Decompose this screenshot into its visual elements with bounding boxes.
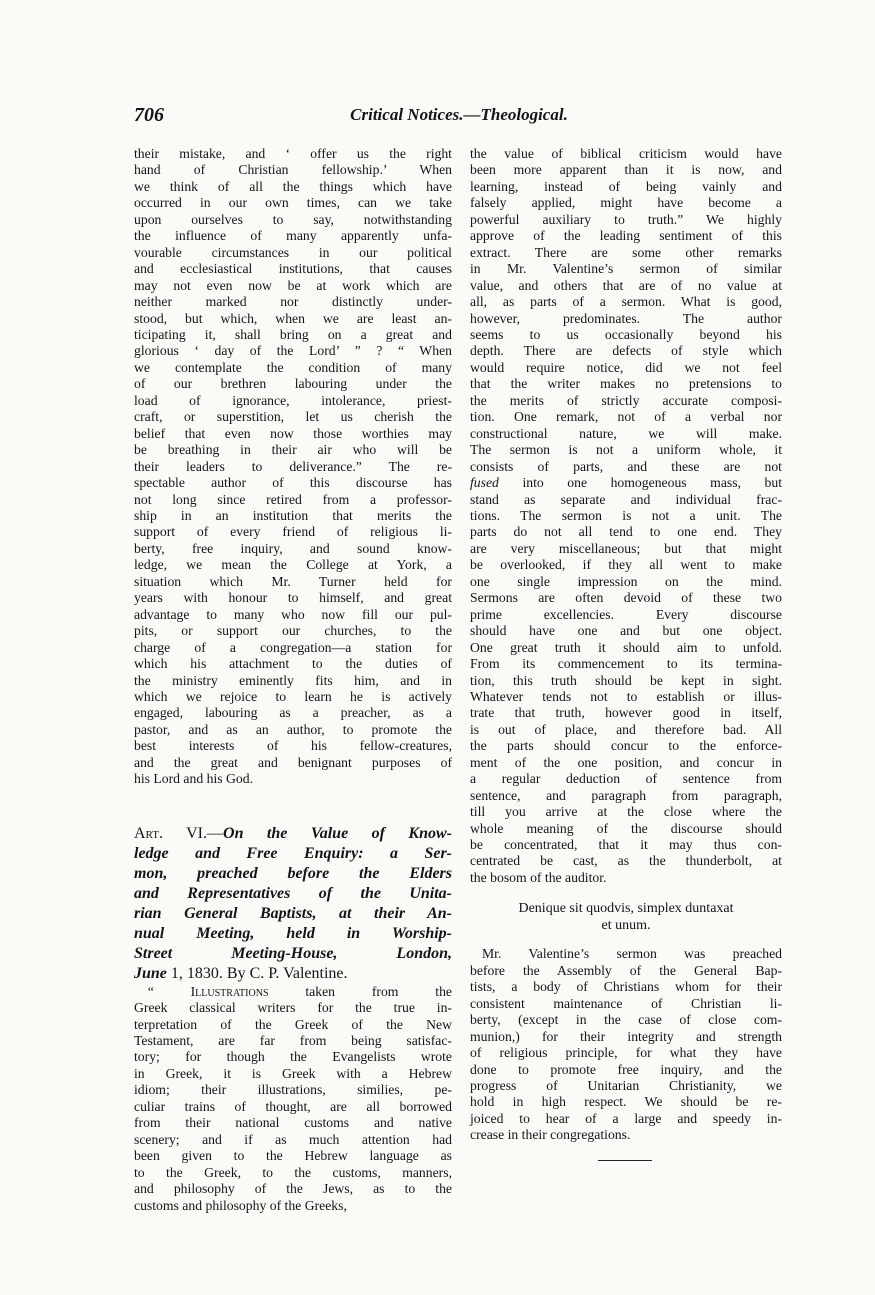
body-text-line: tion. One remark, not of a verbal nor [470,409,782,425]
body-text-line: occurred in our own times, can we take [134,195,452,211]
body-text-line: ticipating it, shall bring on a great and [134,326,452,342]
article-body-line: culiar trains of thought, are all borrowed [134,1098,452,1114]
body-text-line: the ministry eminently fits him, and in [134,672,452,688]
body-text-line: years with honour to himself, and great [134,590,452,606]
body-text-line: falsely applied, might have become a [470,195,782,211]
body-text-line: neither marked nor distinctly under- [134,294,452,310]
article-title-line: ledge and Free Enquiry: a Ser- [134,844,452,862]
body-text-line: of our brethren labouring under the [134,376,452,392]
body-text-line: glorious ‘ day of the Lord’ ” ? “ When [134,343,452,359]
body-text-line: we contemplate the condition of many [134,359,452,375]
body-text-line: charge of a congregation—a station for [134,639,452,655]
body-text-line: of religious principle, for what they have [470,1045,782,1061]
article-label: Art. VI.— [134,824,224,842]
left-paragraph [134,146,452,788]
article-body-line: and philosophy of the Jews, as to the [134,1181,452,1197]
drop-word: Illustrations [190,983,269,999]
body-text-line: we think of all the things which have [134,178,452,194]
body-text-line: value, and others that are of no value at [470,277,782,293]
right-paragraph [470,146,782,886]
latin-line: Denique sit quodvis, simplex duntaxat [518,901,734,917]
body-text-line: the bosom of the auditor. [470,869,607,885]
article-body-line: in Greek, it is Greek with a Hebrew [134,1065,452,1081]
body-text-line: till you arrive at the close where the [470,804,782,820]
article-body-line: “ Illustrations taken from the [147,983,452,999]
article-body-line: Testament, are far from being satisfac- [134,1033,452,1049]
body-text-line: belief that even now those worthies may [134,425,452,441]
body-text-line: ship in an institution that merits the [134,507,452,523]
body-text-line: ledge, we mean the College at York, a [134,557,452,573]
article-heading [134,824,452,984]
body-text-line: The sermon is not a uniform whole, it [470,442,782,458]
body-text-line: a regular deduction of sentence from [470,771,782,787]
body-text-line: fused into one homogeneous mass, but [470,475,782,491]
right-column [470,146,782,1144]
body-text-line: and the great and benignant purposes of [134,754,452,770]
body-text-line: are very miscellaneous; but that might [470,540,782,556]
body-text-line: that the writer makes no pretensions to [470,376,782,392]
body-text-line: trate that truth, however good in itself, [470,705,782,721]
body-text-line: not long since retired from a professor- [134,491,452,507]
body-text-line: their leaders to deliverance.” The re- [134,458,452,474]
body-text-line: craft, or superstition, let us cherish the [134,409,452,425]
body-text-line: pastor, and as an author, to promote the [134,721,452,737]
body-text-line: consists of parts, and these are not [470,458,782,474]
article-body-line: scenery; and if as much attention had [134,1131,452,1147]
running-title: Critical Notices.—Theological. [350,105,568,124]
body-text-line: be breathing in their air who will be [134,442,452,458]
body-text-line: been more apparent than it is now, and [470,162,782,178]
body-text-line: in Mr. Valentine’s sermon of similar [470,261,782,277]
body-text-line: From its commencement to its termina- [470,656,782,672]
body-text-line: situation which Mr. Turner held for [134,573,452,589]
body-text-line: one single impression on the mind. [470,573,782,589]
body-text-line: tists, a body of Christians whom for their [470,979,782,995]
article-title-line: Art. VI.—On the Value of Know- [134,824,453,842]
body-text-line: extract. There are some other remarks [470,244,782,260]
article-body-line: from their national customs and native [134,1115,452,1131]
body-text-line: hold in high respect. We should be re- [470,1094,782,1110]
body-text-line: berty, free inquiry, and sound know- [134,540,452,556]
article-title-line: Street Meeting-House, London, [134,944,452,962]
section-divider [598,1160,652,1161]
body-text-line: which we rejoice to learn he is actively [134,688,452,704]
body-text-line: best interests of his fellow-creatures, [134,738,452,754]
body-text-line: One great truth it should aim to unfold. [470,639,782,655]
body-text-line: constructional nature, we will make. [470,425,782,441]
body-text-line: sentence, and paragraph from paragraph, [470,787,782,803]
body-text-line: done to promote free inquiry, and the [470,1061,782,1077]
body-text-line: crease in their congregations. [470,1127,631,1143]
article-body-line: terpretation of the Greek of the New [134,1016,452,1032]
article-body [134,984,452,1214]
body-text-line: hand of Christian fellowship.’ When [134,162,452,178]
body-text-line: whole meaning of the discourse should [470,820,782,836]
body-text-line: vourable circumstances in our political [134,244,452,260]
article-title-line: and Representatives of the Unita- [134,884,452,902]
latin-quotation [470,900,782,934]
body-text-line: all, as parts of a sermon. What is good, [470,294,782,310]
body-text-line: advantage to many who now fill our pul- [134,606,452,622]
body-text-line: load of ignorance, intolerance, priest- [134,392,452,408]
body-text-line: be overlooked, if they all went to make [470,557,782,573]
article-body-line: Greek classical writers for the true in- [134,1000,452,1016]
body-text-line: before the Assembly of the General Bap- [470,962,782,978]
page-number: 706 [134,104,164,126]
body-text-line: his Lord and his God. [134,771,253,787]
body-text-line: joiced to hear of a large and speedy in- [470,1110,782,1126]
body-text-line: Whatever tends not to establish or illus- [470,688,782,704]
body-text-line: spectable author of this discourse has [134,475,452,491]
body-text-line: should have one and but one object. [470,623,782,639]
body-text-line: tion, this truth should be kept in sight. [470,672,782,688]
body-text-line: tions. The sermon is not a unit. The [470,507,782,523]
page-header [134,104,784,130]
body-text-line: centrated be cast, as the thunderbolt, at [470,853,782,869]
body-text-line: prime excellencies. Every discourse [470,606,782,622]
body-text-line: and ecclesiastical institutions, that causes [134,261,452,277]
body-text-line: seems to us occasionally beyond his [470,326,782,342]
article-body-line: tory; for though the Evangelists wrote [134,1049,452,1065]
article-body-line: customs and philosophy of the Greeks, [134,1197,347,1213]
body-text-line: Sermons are often devoid of these two [470,590,782,606]
article-title-line: mon, preached before the Elders [134,864,452,882]
body-text-line: berty, (except in the case of close com- [470,1012,782,1028]
body-text-line: the influence of many apparently unfa- [134,228,452,244]
body-text-line: consistent maintenance of Christian li- [470,995,782,1011]
body-text-line: be concentrated, that it may thus con- [470,837,782,853]
body-text-line: ment of the one position, and concur in [470,754,782,770]
body-text-line: pits, or support our churches, to the [134,623,452,639]
body-text-line: their mistake, and ‘ offer us the right [134,146,452,161]
body-text-line: may not even now be at work which are [134,277,452,293]
body-text-line: stood, but which, when we are least an- [134,310,452,326]
article-body-line: to the Greek, to the customs, manners, [134,1164,452,1180]
body-text-line: parts do not all tend to one end. They [470,524,782,540]
body-text-line: the value of biblical criticism would have [470,146,782,161]
article-body-line: been given to the Hebrew language as [134,1148,452,1164]
article-title-line: rian General Baptists, at their An- [134,904,452,922]
body-text-line: munion,) for their integrity and strength [470,1028,782,1044]
body-text-line: engaged, labouring as a preacher, as a [134,705,452,721]
body-text-line: powerful auxiliary to truth.” We highly [470,211,782,227]
body-text-line: the merits of strictly accurate composi- [470,392,782,408]
left-column [134,146,452,1214]
body-text-line: depth. There are defects of style which [470,343,782,359]
body-text-line: progress of Unitarian Christianity, we [470,1078,782,1094]
article-date-author: June 1, 1830. By C. P. Valentine. [134,964,348,982]
body-text-line: Mr. Valentine’s sermon was preached [482,946,782,962]
article-title-line: nual Meeting, held in Worship- [134,924,452,942]
latin-line: et unum. [601,918,651,934]
right-paragraph-2 [470,946,782,1143]
body-text-line: stand as separate and individual frac- [470,491,782,507]
body-text-line: upon ourselves to say, notwithstanding [134,211,452,227]
body-text-line: would require notice, did we not feel [470,359,782,375]
body-text-line: is out of place, and therefore bad. All [470,721,782,737]
article-body-line: idiom; their illustrations, similies, pe- [134,1082,452,1098]
body-text-line: the parts should concur to the enforce- [470,738,782,754]
body-text-line: which his attachment to the duties of [134,656,452,672]
body-text-line: approve of the leading sentiment of this [470,228,782,244]
body-text-line: support of every friend of religious li- [134,524,452,540]
body-text-line: however, predominates. The author [470,310,782,326]
body-text-line: learning, instead of being vainly and [470,178,782,194]
